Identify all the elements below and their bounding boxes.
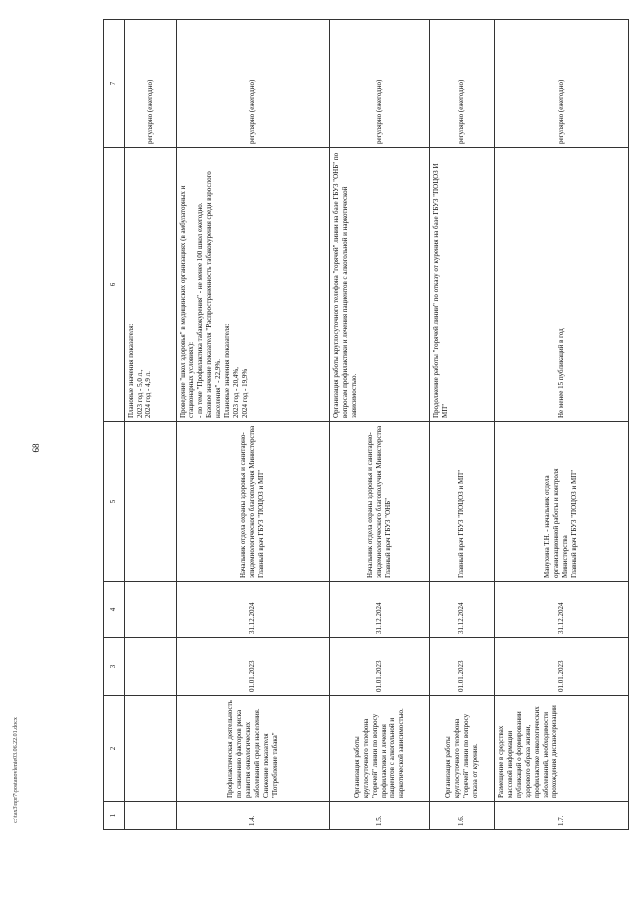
- expected-result: Не менее 15 публикаций в год: [494, 148, 628, 422]
- periodicity: регулярно (ежегодно): [494, 20, 628, 148]
- end-date: 31.12.2024: [429, 582, 494, 638]
- table-row: [176, 20, 330, 830]
- periodicity: регулярно (ежегодно): [124, 20, 176, 148]
- responsible: [124, 422, 176, 582]
- column-number-header: [104, 20, 125, 830]
- header-cell: 7: [104, 20, 125, 148]
- event-name: [124, 696, 176, 802]
- periodicity: регулярно (ежегодно): [330, 20, 430, 148]
- event-name: Организация работы круглосуточного телефона "горячей" линии по вопросу отказа от курения.: [429, 696, 494, 802]
- footer-file-path: c:\tax3\npr7\postanovlenie03.06.22.01.docx: [13, 717, 19, 823]
- page-number: 68: [31, 443, 41, 453]
- header-cell: 3: [104, 638, 125, 696]
- end-date: 31.12.2024: [494, 582, 628, 638]
- row-number: [124, 802, 176, 830]
- row-number: 1.5.: [330, 802, 430, 830]
- table-row: [429, 20, 494, 830]
- row-number: 1.7.: [494, 802, 628, 830]
- start-date: 01.01.2023: [494, 638, 628, 696]
- header-cell: 1: [104, 802, 125, 830]
- events-table: [103, 19, 629, 830]
- table-row: [494, 20, 628, 830]
- start-date: 01.01.2023: [330, 638, 430, 696]
- header-cell: 4: [104, 582, 125, 638]
- start-date: 01.01.2023: [176, 638, 330, 696]
- start-date: [124, 638, 176, 696]
- row-number: 1.4.: [176, 802, 330, 830]
- end-date: 31.12.2024: [176, 582, 330, 638]
- header-cell: 2: [104, 696, 125, 802]
- responsible: Манухина Т.Н. - начальник отдела организационной работы и контроля Министерства Главный врач ГБУЗ "ПОЦОЗ и МП": [494, 422, 628, 582]
- table-rotated-wrapper: [103, 20, 629, 830]
- end-date: [124, 582, 176, 638]
- table-row: [330, 20, 430, 830]
- expected-result: Проведение "школ здоровья" в медицинских организациях (в амбулаторных и стационарных условиях): - по теме "Профилактика табакокурения" - не менее 100 школ ежегодно. Базовое значение показателя "Распространенность табакокурения среди взрослого населения" - 22,9%. Плановые значения показателя: 2023 год - 20,4%, 2024 год - 19,9%: [176, 148, 330, 422]
- expected-result: Организация работы круглосуточного телефона "горячей" линии на базе ГБУЗ "ОНБ" по вопросам профилактики и лечения пациентов с алкогольной и наркотической зависимостью.: [330, 148, 430, 422]
- responsible: Главный врач ГБУЗ "ПОЦОЗ и МП": [429, 422, 494, 582]
- event-name: Профилактическая деятельность по снижению факторов риска развития онкологических заболеваний среди населения. Снижение показателя "Потребление табака": [176, 696, 330, 802]
- table-row: [124, 20, 176, 830]
- header-cell: 6: [104, 148, 125, 422]
- header-cell: 5: [104, 422, 125, 582]
- start-date: 01.01.2023: [429, 638, 494, 696]
- periodicity: регулярно (ежегодно): [429, 20, 494, 148]
- row-number: 1.6.: [429, 802, 494, 830]
- end-date: 31.12.2024: [330, 582, 430, 638]
- expected-result: Продолжение работы "горячей линии" по отказу от курения на базе ГБУЗ "ПОЦОЗ И МП": [429, 148, 494, 422]
- expected-result: Плановые значения показателя: 2023 год - 5,0 л., 2024 год - 4,9 л.: [124, 148, 176, 422]
- event-name: Организация работы круглосуточного телефона "горячей" линии по вопросу профилактики и лечения пациентов с алкогольной и наркотической зависимостью.: [330, 696, 430, 802]
- responsible: Начальник отдела охраны здоровья и санитарно-эпидемиологического благополучия Министерства Главный врач ГБУЗ "ОНБ": [330, 422, 430, 582]
- event-name: Размещение в средствах массовой информации публикаций о формировании здорового образа жизни, профилактике онкологических заболеваний, необходимости прохождения диспансеризации: [494, 696, 628, 802]
- responsible: Начальник отдела охраны здоровья и санитарно-эпидемиологического благополучия Министерства Главный врач ГБУЗ "ПОЦОЗ и МП": [176, 422, 330, 582]
- periodicity: регулярно (ежегодно): [176, 20, 330, 148]
